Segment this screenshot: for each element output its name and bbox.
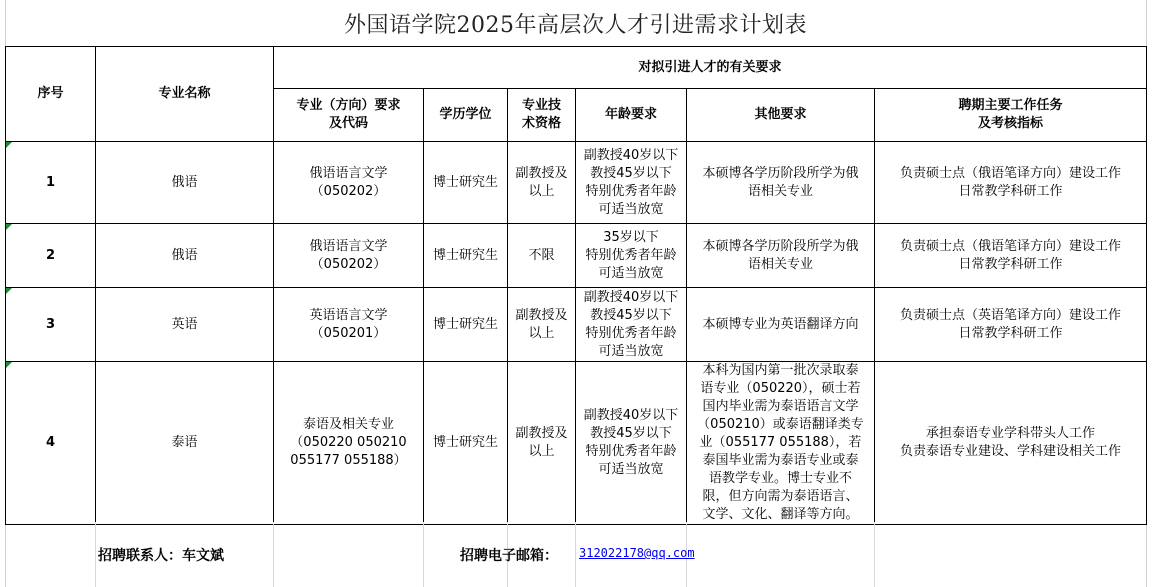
header-duty-line1: 聘期主要工作任务 <box>958 98 1063 113</box>
cell-line: 副教授40岁以下 <box>583 147 679 163</box>
cell-line: 限，但方向需为泰语语言、 <box>702 489 859 504</box>
cell-line: 可适当放宽 <box>598 265 664 281</box>
cell-line: 负责硕士点（俄语笔译方向）建设工作 <box>900 238 1122 254</box>
cell-line: 特别优秀者年龄 <box>585 325 677 341</box>
footer-gridline <box>874 522 875 587</box>
table-row <box>6 224 1147 288</box>
recruitment-table <box>5 46 1147 525</box>
cell-degree[interactable]: 博士研究生 <box>424 288 508 362</box>
cell-line: 特别优秀者年龄 <box>585 444 677 459</box>
cell-line: 副教授40岁以下 <box>583 289 679 305</box>
footer-gridline <box>273 522 274 587</box>
cell-tech-qual[interactable]: 不限 <box>508 224 576 288</box>
footer-gridline <box>95 522 96 587</box>
cell-other[interactable]: 本硕博专业为英语翻译方向 <box>687 288 875 362</box>
header-field-code[interactable] <box>274 89 424 142</box>
cell-degree[interactable]: 博士研究生 <box>424 362 508 525</box>
cell-line: 副教授及 <box>515 165 568 181</box>
title-row[interactable] <box>5 0 1146 47</box>
cell-line: 教授45岁以下 <box>590 165 672 181</box>
recruit-email-link[interactable]: 312022178@qq.com <box>579 546 695 560</box>
cell-tech-qual[interactable] <box>508 288 576 362</box>
cell-age[interactable] <box>576 142 687 224</box>
cell-duty[interactable] <box>875 224 1147 288</box>
cell-line: 负责硕士点（英语笔译方向）建设工作 <box>900 307 1122 323</box>
header-major[interactable]: 专业名称 <box>96 47 274 142</box>
cell-field-code[interactable] <box>274 142 424 224</box>
cell-line: 以上 <box>528 325 555 341</box>
cell-seq[interactable] <box>6 142 96 224</box>
cell-seq[interactable] <box>6 362 96 525</box>
cell-degree[interactable]: 博士研究生 <box>424 142 508 224</box>
cell-line: 本硕博各学历阶段所学为俄 <box>702 238 859 254</box>
header-requirements-group[interactable]: 对拟引进人才的有关要求 <box>274 47 1147 89</box>
cell-marker-icon <box>6 288 12 294</box>
header-seq[interactable]: 序号 <box>6 47 96 142</box>
cell-major[interactable]: 泰语 <box>96 362 274 525</box>
cell-line: 负责泰语专业建设、学科建设相关工作 <box>900 444 1122 459</box>
cell-line: 日常教学科研工作 <box>958 183 1063 199</box>
cell-seq[interactable] <box>6 288 96 362</box>
header-age[interactable]: 年龄要求 <box>576 89 687 142</box>
cell-age[interactable] <box>576 288 687 362</box>
cell-field-code[interactable] <box>274 224 424 288</box>
cell-degree[interactable]: 博士研究生 <box>424 224 508 288</box>
cell-line: 业（055177 055188），若 <box>699 435 862 450</box>
cell-other[interactable] <box>687 224 875 288</box>
cell-line: 本科为国内第一批次录取泰 <box>702 363 859 378</box>
cell-marker-icon <box>6 362 12 368</box>
cell-field-code[interactable] <box>274 288 424 362</box>
header-tech-qual-line2: 术资格 <box>521 116 561 131</box>
cell-line: 副教授及 <box>515 426 568 441</box>
cell-line: 可适当放宽 <box>598 462 664 477</box>
cell-line: 教授45岁以下 <box>590 426 672 441</box>
cell-line: 055177 055188） <box>290 453 407 468</box>
recruit-contact[interactable]: 招聘联系人：车文斌 <box>98 548 224 564</box>
cell-duty[interactable] <box>875 142 1147 224</box>
cell-line: 语相关专业 <box>747 183 813 199</box>
header-tech-qual-line1: 专业技 <box>521 98 561 113</box>
cell-line: 特别优秀者年龄 <box>585 183 677 199</box>
table-row <box>6 362 1147 525</box>
table-row <box>6 142 1147 224</box>
cell-line: 国内毕业需为泰语语言文学 <box>702 399 859 414</box>
cell-line: 可适当放宽 <box>598 343 664 359</box>
cell-line: 35岁以下 <box>603 229 659 245</box>
header-field-code-line1: 专业（方向）要求 <box>296 98 401 113</box>
footer-gridline <box>575 522 576 587</box>
cell-line: 泰语及相关专业 <box>302 417 394 432</box>
cell-major[interactable]: 英语 <box>96 288 274 362</box>
cell-major[interactable]: 俄语 <box>96 142 274 224</box>
cell-seq[interactable] <box>6 224 96 288</box>
cell-line: 以上 <box>528 444 555 459</box>
cell-line: 日常教学科研工作 <box>958 325 1063 341</box>
header-field-code-line2: 及代码 <box>328 116 368 131</box>
header-tech-qual[interactable] <box>508 89 576 142</box>
cell-other[interactable] <box>687 362 875 525</box>
cell-line: 副教授40岁以下 <box>583 408 679 423</box>
cell-line: 语专业（050220），硕士若 <box>700 381 861 396</box>
cell-marker-icon <box>6 224 12 230</box>
cell-line: 副教授及 <box>515 307 568 323</box>
cell-line: 以上 <box>528 183 555 199</box>
cell-line: （050220 050210 <box>290 435 407 450</box>
cell-duty[interactable] <box>875 362 1147 525</box>
header-degree[interactable]: 学历学位 <box>424 89 508 142</box>
sheet-title: 外国语学院2025年高层次人才引进需求计划表 <box>344 12 807 38</box>
cell-seq-text: 2 <box>45 247 56 263</box>
cell-line: 语教学专业。博士专业不 <box>708 471 852 486</box>
cell-line: 日常教学科研工作 <box>958 256 1063 272</box>
cell-line: 本硕博各学历阶段所学为俄 <box>702 165 859 181</box>
cell-major[interactable]: 俄语 <box>96 224 274 288</box>
cell-line: 文学、文化、翻译等方向。 <box>702 507 859 522</box>
cell-tech-qual[interactable] <box>508 142 576 224</box>
footer-gridline <box>423 522 424 587</box>
cell-line: 教授45岁以下 <box>590 307 672 323</box>
header-duty-line2: 及考核指标 <box>978 116 1044 131</box>
cell-line: （050202） <box>310 183 387 199</box>
cell-duty[interactable] <box>875 288 1147 362</box>
cell-marker-icon <box>6 142 12 148</box>
cell-line: 承担泰语专业学科带头人工作 <box>926 426 1096 441</box>
footer-row <box>5 522 1146 587</box>
cell-line: （050201） <box>310 325 387 341</box>
cell-age[interactable] <box>576 362 687 525</box>
cell-field-code[interactable] <box>274 362 424 525</box>
cell-line: 英语语言文学 <box>309 307 388 323</box>
cell-line: 泰国毕业需为泰语专业或泰 <box>702 453 859 468</box>
cell-line: 俄语语言文学 <box>309 165 388 181</box>
cell-age[interactable] <box>576 224 687 288</box>
cell-line: 特别优秀者年龄 <box>585 247 677 263</box>
cell-seq-text: 1 <box>45 174 56 190</box>
cell-other[interactable] <box>687 142 875 224</box>
cell-seq-text: 4 <box>45 435 56 450</box>
cell-line: 可适当放宽 <box>598 201 664 217</box>
table-row <box>6 288 1147 362</box>
cell-line: 语相关专业 <box>747 256 813 272</box>
cell-tech-qual[interactable] <box>508 362 576 525</box>
recruit-email-label: 招聘电子邮箱： <box>460 548 558 564</box>
cell-line: 俄语语言文学 <box>309 238 388 254</box>
cell-line: 负责硕士点（俄语笔译方向）建设工作 <box>900 165 1122 181</box>
header-duty[interactable] <box>875 89 1147 142</box>
cell-seq-text: 3 <box>45 316 56 332</box>
cell-line: （050210）或泰语翻译类专 <box>697 417 864 432</box>
header-other[interactable]: 其他要求 <box>687 89 875 142</box>
cell-line: （050202） <box>310 256 387 272</box>
